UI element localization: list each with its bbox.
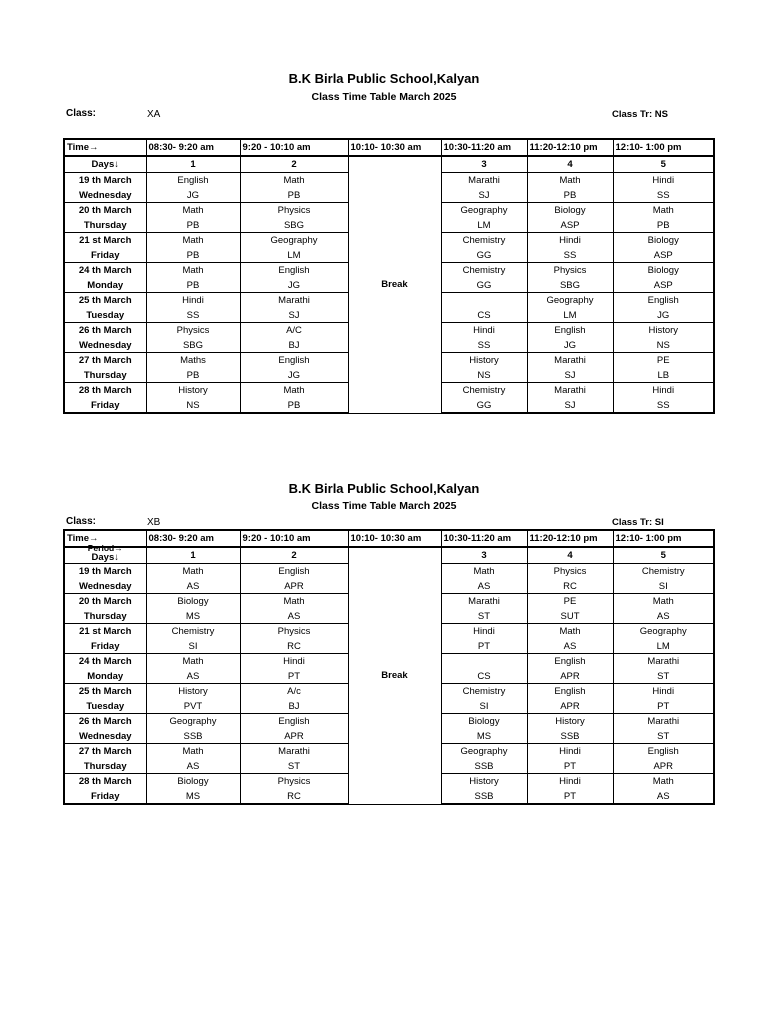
subject-cell: English: [240, 714, 348, 730]
teacher-cell: GG: [441, 248, 527, 263]
subject-cell: Chemistry: [441, 233, 527, 249]
subject-cell: Chemistry: [613, 564, 714, 580]
teacher-cell: BJ: [240, 338, 348, 353]
teacher-cell: NS: [441, 368, 527, 383]
teacher-cell: SJ: [527, 368, 613, 383]
subject-cell: Hindi: [613, 383, 714, 399]
date-cell: 20 th March: [64, 594, 146, 610]
weekday-cell: Tuesday: [64, 308, 146, 323]
weekday-cell: Friday: [64, 248, 146, 263]
teacher-cell: SSB: [441, 789, 527, 804]
break-cell: Break: [348, 156, 441, 413]
subject-cell: Marathi: [441, 173, 527, 189]
subject-cell: PE: [527, 594, 613, 610]
teacher-cell: PB: [613, 218, 714, 233]
days-label: Days↓: [91, 159, 119, 170]
weekday-cell: Monday: [64, 278, 146, 293]
teacher-cell: LM: [527, 308, 613, 323]
subject-cell: Math: [240, 383, 348, 399]
class-label: Class:: [66, 108, 97, 119]
subject-cell: Biology: [441, 714, 527, 730]
teacher-cell: LB: [613, 368, 714, 383]
school-name: B.K Birla Public School,Kalyan: [288, 481, 480, 496]
timetable-subtitle: Class Time Table March 2025: [311, 91, 457, 103]
subject-cell: History: [441, 353, 527, 369]
subject-cell: Marathi: [240, 744, 348, 760]
teacher-cell: SSB: [146, 729, 240, 744]
period-number: 4: [527, 547, 613, 564]
teacher-cell: MS: [146, 789, 240, 804]
time-slot: 10:10- 10:30 am: [348, 139, 441, 156]
teacher-cell: APR: [240, 579, 348, 594]
subject-cell: History: [613, 323, 714, 339]
subject-cell: Physics: [240, 774, 348, 790]
weekday-cell: Friday: [64, 639, 146, 654]
days-header: [64, 156, 146, 173]
teacher-cell: AS: [146, 579, 240, 594]
teacher-cell: RC: [240, 639, 348, 654]
teacher-cell: PVT: [146, 699, 240, 714]
period-number: 3: [441, 547, 527, 564]
teacher-cell: AS: [613, 789, 714, 804]
weekday-cell: Friday: [64, 398, 146, 413]
teacher-cell: AS: [146, 669, 240, 684]
teacher-cell: APR: [527, 699, 613, 714]
subject-cell: English: [527, 684, 613, 700]
subject-cell: Marathi: [527, 353, 613, 369]
teacher-cell: SJ: [240, 308, 348, 323]
days-header: [64, 542, 146, 564]
teacher-cell: AS: [441, 579, 527, 594]
timetable-xb: [63, 529, 715, 805]
teacher-cell: APR: [613, 759, 714, 774]
subject-cell: [441, 654, 527, 670]
time-slot: 9:20 - 10:10 am: [240, 139, 348, 156]
teacher-cell: PB: [146, 248, 240, 263]
date-cell: 20 th March: [64, 203, 146, 219]
date-cell: 19 th March: [64, 173, 146, 189]
subject-cell: Physics: [527, 564, 613, 580]
period-number: 5: [613, 156, 714, 173]
subject-cell: Math: [146, 203, 240, 219]
teacher-cell: SS: [527, 248, 613, 263]
time-slot: 11:20-12:10 pm: [527, 139, 613, 156]
teacher-cell: ST: [613, 669, 714, 684]
subject-cell: A/C: [240, 323, 348, 339]
school-name: B.K Birla Public School,Kalyan: [288, 71, 480, 86]
subject-cell: Maths: [146, 353, 240, 369]
subject-cell: Physics: [146, 323, 240, 339]
date-cell: 24 th March: [64, 263, 146, 279]
subject-cell: English: [527, 654, 613, 670]
subject-cell: Marathi: [527, 383, 613, 399]
weekday-cell: Wednesday: [64, 338, 146, 353]
period-number: 3: [441, 156, 527, 173]
subject-cell: Biology: [146, 594, 240, 610]
teacher-cell: PT: [240, 669, 348, 684]
time-slot: 9:20 - 10:10 am: [240, 530, 348, 547]
subject-cell: Math: [613, 594, 714, 610]
subject-cell: English: [527, 323, 613, 339]
subject-cell: Math: [146, 654, 240, 670]
period-number: 1: [146, 547, 240, 564]
teacher-cell: APR: [527, 669, 613, 684]
subject-cell: Hindi: [441, 624, 527, 640]
subject-cell: Hindi: [527, 744, 613, 760]
date-cell: 19 th March: [64, 564, 146, 580]
subject-cell: English: [240, 263, 348, 279]
date-cell: 26 th March: [64, 714, 146, 730]
date-cell: 21 st March: [64, 624, 146, 640]
subject-cell: Marathi: [613, 654, 714, 670]
date-cell: 27 th March: [64, 353, 146, 369]
time-header: Time→: [64, 139, 146, 156]
subject-cell: History: [146, 684, 240, 700]
weekday-cell: Thursday: [64, 759, 146, 774]
teacher-cell: SS: [146, 308, 240, 323]
teacher-cell: SI: [441, 699, 527, 714]
subject-cell: Geography: [613, 624, 714, 640]
teacher-cell: ST: [613, 729, 714, 744]
teacher-cell: PB: [146, 368, 240, 383]
teacher-cell: SS: [613, 188, 714, 203]
teacher-cell: NS: [613, 338, 714, 353]
subject-cell: Biology: [146, 774, 240, 790]
subject-cell: Math: [146, 564, 240, 580]
teacher-cell: GG: [441, 278, 527, 293]
weekday-cell: Monday: [64, 669, 146, 684]
teacher-cell: APR: [240, 729, 348, 744]
weekday-cell: Friday: [64, 789, 146, 804]
subject-cell: English: [613, 293, 714, 309]
date-cell: 26 th March: [64, 323, 146, 339]
teacher-cell: JG: [613, 308, 714, 323]
weekday-cell: Wednesday: [64, 188, 146, 203]
teacher-cell: RC: [240, 789, 348, 804]
subject-cell: Hindi: [527, 233, 613, 249]
teacher-cell: SS: [613, 398, 714, 413]
subject-cell: Math: [527, 173, 613, 189]
teacher-cell: ASP: [613, 278, 714, 293]
subject-cell: English: [146, 173, 240, 189]
class-label: Class:: [66, 516, 97, 527]
teacher-cell: AS: [527, 639, 613, 654]
subject-cell: Math: [527, 624, 613, 640]
subject-cell: Math: [240, 173, 348, 189]
period-number: 4: [527, 156, 613, 173]
period-number: 2: [240, 156, 348, 173]
date-cell: 25 th March: [64, 684, 146, 700]
subject-cell: Hindi: [527, 774, 613, 790]
timetable-subtitle: Class Time Table March 2025: [311, 500, 457, 512]
teacher-cell: MS: [441, 729, 527, 744]
teacher-cell: SJ: [441, 188, 527, 203]
teacher-cell: JG: [240, 368, 348, 383]
subject-cell: Math: [613, 774, 714, 790]
subject-cell: Math: [613, 203, 714, 219]
subject-cell: Hindi: [146, 293, 240, 309]
teacher-cell: CS: [441, 308, 527, 323]
subject-cell: Geography: [441, 744, 527, 760]
teacher-cell: SI: [146, 639, 240, 654]
teacher-cell: SI: [613, 579, 714, 594]
period-header: Period→: [87, 542, 123, 553]
subject-cell: Hindi: [613, 173, 714, 189]
subject-cell: Geography: [441, 203, 527, 219]
teacher-cell: SBG: [146, 338, 240, 353]
teacher-cell: AS: [240, 609, 348, 624]
subject-cell: Math: [441, 564, 527, 580]
teacher-cell: SJ: [527, 398, 613, 413]
teacher-cell: AS: [613, 609, 714, 624]
subject-cell: Physics: [527, 263, 613, 279]
subject-cell: Hindi: [613, 684, 714, 700]
subject-cell: Chemistry: [441, 383, 527, 399]
class-value: XB: [147, 517, 161, 528]
subject-cell: Math: [146, 233, 240, 249]
time-slot: 12:10- 1:00 pm: [613, 530, 714, 547]
subject-cell: Math: [146, 744, 240, 760]
subject-cell: A/c: [240, 684, 348, 700]
period-number: 1: [146, 156, 240, 173]
teacher-cell: PB: [527, 188, 613, 203]
class-teacher: Class Tr: NS: [612, 109, 668, 120]
teacher-cell: SS: [441, 338, 527, 353]
subject-cell: Marathi: [613, 714, 714, 730]
days-label: Days↓: [91, 551, 119, 563]
teacher-cell: LM: [240, 248, 348, 263]
teacher-cell: AS: [146, 759, 240, 774]
time-header: Time→: [64, 530, 146, 547]
teacher-cell: JG: [146, 188, 240, 203]
date-cell: 27 th March: [64, 744, 146, 760]
subject-cell: Hindi: [240, 654, 348, 670]
weekday-cell: Wednesday: [64, 729, 146, 744]
teacher-cell: GG: [441, 398, 527, 413]
teacher-cell: SSB: [527, 729, 613, 744]
subject-cell: History: [146, 383, 240, 399]
time-slot: 08:30- 9:20 am: [146, 530, 240, 547]
weekday-cell: Thursday: [64, 218, 146, 233]
teacher-cell: NS: [146, 398, 240, 413]
subject-cell: Biology: [613, 233, 714, 249]
time-slot: 08:30- 9:20 am: [146, 139, 240, 156]
subject-cell: History: [441, 774, 527, 790]
teacher-cell: LM: [441, 218, 527, 233]
teacher-cell: SBG: [240, 218, 348, 233]
teacher-cell: ASP: [613, 248, 714, 263]
time-slot: 10:10- 10:30 am: [348, 530, 441, 547]
teacher-cell: PT: [613, 699, 714, 714]
subject-cell: English: [240, 353, 348, 369]
time-slot: 12:10- 1:00 pm: [613, 139, 714, 156]
subject-cell: Geography: [527, 293, 613, 309]
time-slot: 10:30-11:20 am: [441, 530, 527, 547]
teacher-cell: PB: [240, 398, 348, 413]
subject-cell: Math: [240, 594, 348, 610]
weekday-cell: Thursday: [64, 609, 146, 624]
subject-cell: [441, 293, 527, 309]
weekday-cell: Wednesday: [64, 579, 146, 594]
teacher-cell: PB: [146, 218, 240, 233]
subject-cell: Physics: [240, 203, 348, 219]
date-cell: 28 th March: [64, 383, 146, 399]
subject-cell: Marathi: [441, 594, 527, 610]
time-slot: 11:20-12:10 pm: [527, 530, 613, 547]
teacher-cell: SUT: [527, 609, 613, 624]
subject-cell: Geography: [240, 233, 348, 249]
subject-cell: Chemistry: [146, 624, 240, 640]
time-slot: 10:30-11:20 am: [441, 139, 527, 156]
period-number: 2: [240, 547, 348, 564]
class-value: XA: [147, 109, 161, 120]
teacher-cell: RC: [527, 579, 613, 594]
teacher-cell: PT: [527, 789, 613, 804]
class-teacher: Class Tr: SI: [612, 517, 664, 528]
date-cell: 24 th March: [64, 654, 146, 670]
teacher-cell: SBG: [527, 278, 613, 293]
subject-cell: English: [613, 744, 714, 760]
subject-cell: Chemistry: [441, 684, 527, 700]
date-cell: 25 th March: [64, 293, 146, 309]
subject-cell: English: [240, 564, 348, 580]
subject-cell: History: [527, 714, 613, 730]
subject-cell: Marathi: [240, 293, 348, 309]
subject-cell: Biology: [527, 203, 613, 219]
teacher-cell: PB: [146, 278, 240, 293]
teacher-cell: MS: [146, 609, 240, 624]
teacher-cell: PB: [240, 188, 348, 203]
teacher-cell: BJ: [240, 699, 348, 714]
teacher-cell: LM: [613, 639, 714, 654]
teacher-cell: SSB: [441, 759, 527, 774]
subject-cell: Math: [146, 263, 240, 279]
subject-cell: Chemistry: [441, 263, 527, 279]
date-cell: 21 st March: [64, 233, 146, 249]
teacher-cell: ST: [240, 759, 348, 774]
subject-cell: Physics: [240, 624, 348, 640]
teacher-cell: JG: [527, 338, 613, 353]
subject-cell: PE: [613, 353, 714, 369]
period-number: 5: [613, 547, 714, 564]
weekday-cell: Thursday: [64, 368, 146, 383]
subject-cell: Hindi: [441, 323, 527, 339]
teacher-cell: PT: [527, 759, 613, 774]
teacher-cell: CS: [441, 669, 527, 684]
weekday-cell: Tuesday: [64, 699, 146, 714]
timetable-xa: [63, 138, 715, 414]
subject-cell: Geography: [146, 714, 240, 730]
date-cell: 28 th March: [64, 774, 146, 790]
teacher-cell: ST: [441, 609, 527, 624]
teacher-cell: PT: [441, 639, 527, 654]
break-cell: Break: [348, 547, 441, 804]
teacher-cell: JG: [240, 278, 348, 293]
subject-cell: Biology: [613, 263, 714, 279]
teacher-cell: ASP: [527, 218, 613, 233]
